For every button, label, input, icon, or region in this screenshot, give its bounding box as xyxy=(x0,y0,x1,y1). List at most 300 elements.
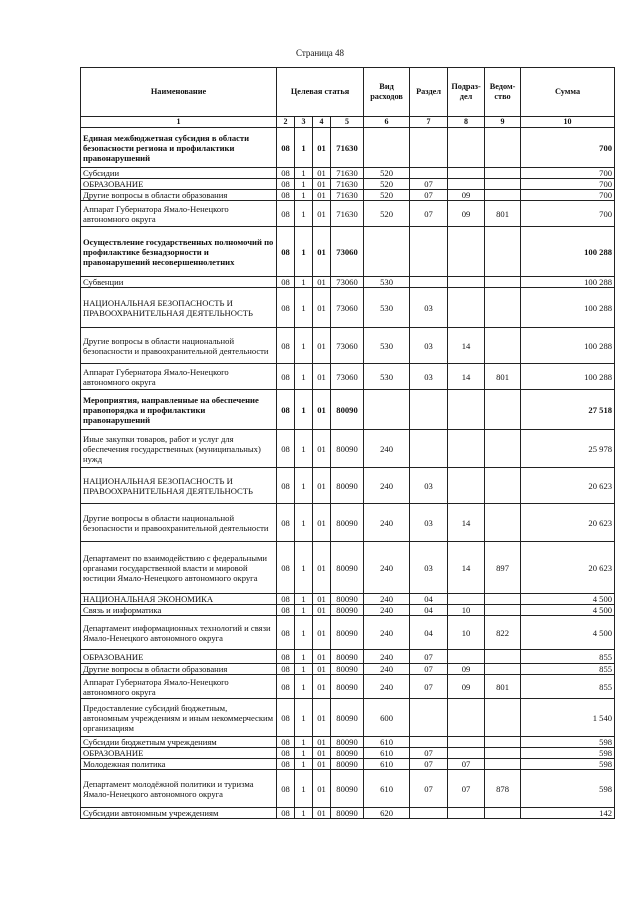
target-code-1: 08 xyxy=(277,759,295,770)
column-index: 2 xyxy=(277,117,295,128)
target-code-1: 08 xyxy=(277,616,295,650)
row-name: Субсидии xyxy=(81,168,277,179)
subsection-code xyxy=(448,699,485,737)
target-code-4: 80090 xyxy=(331,390,364,430)
row-name: Единая межбюджетная субсидия в области безопасности региона и профилактики правонарушений xyxy=(81,128,277,168)
subsection-code xyxy=(448,288,485,328)
department-code xyxy=(485,168,521,179)
row-name: НАЦИОНАЛЬНАЯ БЕЗОПАСНОСТЬ И ПРАВООХРАНИТЕЛЬНАЯ ДЕЯТЕЛЬНОСТЬ xyxy=(81,288,277,328)
expense-type: 240 xyxy=(364,542,410,594)
section-code: 07 xyxy=(410,770,448,808)
target-code-4: 80090 xyxy=(331,650,364,664)
department-code xyxy=(485,605,521,616)
expense-type: 620 xyxy=(364,808,410,819)
table-row xyxy=(81,390,615,430)
expense-type: 240 xyxy=(364,675,410,699)
subsection-code xyxy=(448,128,485,168)
target-code-2: 1 xyxy=(295,227,313,277)
row-name: ОБРАЗОВАНИЕ xyxy=(81,748,277,759)
target-code-4: 80090 xyxy=(331,468,364,504)
table-row xyxy=(81,364,615,390)
target-code-1: 08 xyxy=(277,128,295,168)
department-code xyxy=(485,748,521,759)
target-code-1: 08 xyxy=(277,430,295,468)
table-row xyxy=(81,179,615,190)
table-row xyxy=(81,328,615,364)
amount: 20 623 xyxy=(521,468,615,504)
table-row xyxy=(81,650,615,664)
header-razdel: Раздел xyxy=(410,68,448,117)
target-code-2: 1 xyxy=(295,605,313,616)
expense-type: 520 xyxy=(364,168,410,179)
target-code-4: 80090 xyxy=(331,699,364,737)
target-code-2: 1 xyxy=(295,759,313,770)
subsection-code xyxy=(448,277,485,288)
amount: 700 xyxy=(521,168,615,179)
section-code: 04 xyxy=(410,594,448,605)
expense-type: 520 xyxy=(364,190,410,201)
header-podrazdel: Подраз-дел xyxy=(448,68,485,117)
table-row xyxy=(81,594,615,605)
subsection-code xyxy=(448,808,485,819)
subsection-code xyxy=(448,430,485,468)
expense-type: 240 xyxy=(364,650,410,664)
amount: 4 500 xyxy=(521,594,615,605)
header-name: Наименование xyxy=(81,68,277,117)
department-code xyxy=(485,277,521,288)
department-code xyxy=(485,759,521,770)
target-code-1: 08 xyxy=(277,288,295,328)
column-index: 6 xyxy=(364,117,410,128)
target-code-3: 01 xyxy=(313,650,331,664)
target-code-1: 08 xyxy=(277,770,295,808)
subsection-code: 14 xyxy=(448,328,485,364)
target-code-1: 08 xyxy=(277,650,295,664)
target-code-4: 73060 xyxy=(331,288,364,328)
row-name: Иные закупки товаров, работ и услуг для обеспечения государственных (муниципальных) нужд xyxy=(81,430,277,468)
section-code: 04 xyxy=(410,616,448,650)
table-row xyxy=(81,542,615,594)
target-code-1: 08 xyxy=(277,390,295,430)
expense-type xyxy=(364,227,410,277)
column-index: 1 xyxy=(81,117,277,128)
expense-type: 530 xyxy=(364,288,410,328)
column-index: 3 xyxy=(295,117,313,128)
target-code-4: 80090 xyxy=(331,542,364,594)
row-name: Другие вопросы в области образования xyxy=(81,664,277,675)
expense-type: 240 xyxy=(364,594,410,605)
target-code-4: 80090 xyxy=(331,675,364,699)
subsection-code: 09 xyxy=(448,190,485,201)
row-name: Департамент молодёжной политики и туризма Ямало-Ненецкого автономного округа xyxy=(81,770,277,808)
table-row xyxy=(81,699,615,737)
page-number: Страница 48 xyxy=(295,48,345,58)
table-row xyxy=(81,288,615,328)
table-row xyxy=(81,504,615,542)
department-code: 801 xyxy=(485,201,521,227)
section-code xyxy=(410,168,448,179)
section-code xyxy=(410,128,448,168)
expense-type: 240 xyxy=(364,664,410,675)
target-code-2: 1 xyxy=(295,201,313,227)
target-code-3: 01 xyxy=(313,190,331,201)
section-code: 03 xyxy=(410,328,448,364)
subsection-code: 07 xyxy=(448,759,485,770)
amount: 100 288 xyxy=(521,227,615,277)
expense-type: 610 xyxy=(364,759,410,770)
row-name: НАЦИОНАЛЬНАЯ ЭКОНОМИКА xyxy=(81,594,277,605)
section-code xyxy=(410,737,448,748)
target-code-4: 73060 xyxy=(331,328,364,364)
table-row xyxy=(81,605,615,616)
department-code: 801 xyxy=(485,364,521,390)
row-name: Департамент информационных технологий и связи Ямало-Ненецкого автономного округа xyxy=(81,616,277,650)
section-code: 03 xyxy=(410,364,448,390)
table-row xyxy=(81,190,615,201)
row-name: ОБРАЗОВАНИЕ xyxy=(81,650,277,664)
table-row xyxy=(81,664,615,675)
target-code-2: 1 xyxy=(295,504,313,542)
section-code: 07 xyxy=(410,664,448,675)
target-code-2: 1 xyxy=(295,675,313,699)
expense-type: 610 xyxy=(364,770,410,808)
target-code-3: 01 xyxy=(313,594,331,605)
row-name: Субсидии автономным учреждениям xyxy=(81,808,277,819)
target-code-3: 01 xyxy=(313,430,331,468)
table-row xyxy=(81,737,615,748)
section-code xyxy=(410,227,448,277)
department-code xyxy=(485,430,521,468)
row-name: Молодежная политика xyxy=(81,759,277,770)
amount: 1 540 xyxy=(521,699,615,737)
target-code-2: 1 xyxy=(295,468,313,504)
target-code-3: 01 xyxy=(313,675,331,699)
header-vid: Вид расходов xyxy=(364,68,410,117)
section-code: 07 xyxy=(410,675,448,699)
target-code-2: 1 xyxy=(295,664,313,675)
target-code-2: 1 xyxy=(295,364,313,390)
amount: 4 500 xyxy=(521,605,615,616)
department-code: 878 xyxy=(485,770,521,808)
section-code: 04 xyxy=(410,605,448,616)
target-code-1: 08 xyxy=(277,699,295,737)
column-index-row xyxy=(81,117,615,128)
target-code-4: 71630 xyxy=(331,168,364,179)
target-code-3: 01 xyxy=(313,364,331,390)
department-code xyxy=(485,227,521,277)
target-code-4: 71630 xyxy=(331,190,364,201)
department-code xyxy=(485,128,521,168)
row-name: Другие вопросы в области национальной безопасности и правоохранительной деятельности xyxy=(81,328,277,364)
section-code: 03 xyxy=(410,468,448,504)
subsection-code xyxy=(448,650,485,664)
expense-type: 600 xyxy=(364,699,410,737)
department-code xyxy=(485,390,521,430)
target-code-3: 01 xyxy=(313,737,331,748)
amount: 20 623 xyxy=(521,542,615,594)
target-code-1: 08 xyxy=(277,277,295,288)
table-row xyxy=(81,201,615,227)
target-code-1: 08 xyxy=(277,190,295,201)
target-code-2: 1 xyxy=(295,650,313,664)
target-code-2: 1 xyxy=(295,748,313,759)
target-code-4: 73060 xyxy=(331,364,364,390)
target-code-3: 01 xyxy=(313,504,331,542)
subsection-code xyxy=(448,390,485,430)
target-code-2: 1 xyxy=(295,328,313,364)
target-code-3: 01 xyxy=(313,328,331,364)
subsection-code xyxy=(448,748,485,759)
target-code-4: 80090 xyxy=(331,737,364,748)
target-code-3: 01 xyxy=(313,128,331,168)
department-code xyxy=(485,699,521,737)
target-code-4: 80090 xyxy=(331,605,364,616)
row-name: ОБРАЗОВАНИЕ xyxy=(81,179,277,190)
target-code-1: 08 xyxy=(277,675,295,699)
target-code-4: 80090 xyxy=(331,430,364,468)
expense-type: 240 xyxy=(364,504,410,542)
target-code-2: 1 xyxy=(295,128,313,168)
row-name: Связь и информатика xyxy=(81,605,277,616)
target-code-4: 71630 xyxy=(331,128,364,168)
subsection-code: 10 xyxy=(448,605,485,616)
section-code: 07 xyxy=(410,190,448,201)
target-code-2: 1 xyxy=(295,430,313,468)
amount: 142 xyxy=(521,808,615,819)
table-row xyxy=(81,430,615,468)
target-code-2: 1 xyxy=(295,390,313,430)
section-code: 07 xyxy=(410,759,448,770)
table-row xyxy=(81,128,615,168)
target-code-1: 08 xyxy=(277,168,295,179)
department-code xyxy=(485,190,521,201)
amount: 598 xyxy=(521,748,615,759)
target-code-3: 01 xyxy=(313,542,331,594)
target-code-2: 1 xyxy=(295,770,313,808)
department-code xyxy=(485,179,521,190)
expense-type xyxy=(364,128,410,168)
expense-type: 530 xyxy=(364,328,410,364)
target-code-4: 80090 xyxy=(331,770,364,808)
row-name: Другие вопросы в области образования xyxy=(81,190,277,201)
table-row xyxy=(81,616,615,650)
target-code-4: 80090 xyxy=(331,664,364,675)
subsection-code: 14 xyxy=(448,504,485,542)
subsection-code: 14 xyxy=(448,364,485,390)
subsection-code xyxy=(448,179,485,190)
target-code-3: 01 xyxy=(313,759,331,770)
target-code-2: 1 xyxy=(295,288,313,328)
amount: 855 xyxy=(521,664,615,675)
amount: 855 xyxy=(521,675,615,699)
section-code: 07 xyxy=(410,179,448,190)
department-code xyxy=(485,650,521,664)
target-code-1: 08 xyxy=(277,328,295,364)
table-row xyxy=(81,468,615,504)
subsection-code: 10 xyxy=(448,616,485,650)
budget-table xyxy=(80,67,615,819)
target-code-1: 08 xyxy=(277,594,295,605)
target-code-1: 08 xyxy=(277,748,295,759)
amount: 100 288 xyxy=(521,277,615,288)
department-code: 801 xyxy=(485,675,521,699)
subsection-code: 09 xyxy=(448,664,485,675)
target-code-1: 08 xyxy=(277,179,295,190)
expense-type: 240 xyxy=(364,468,410,504)
target-code-4: 80090 xyxy=(331,808,364,819)
row-name: Аппарат Губернатора Ямало-Ненецкого автономного округа xyxy=(81,675,277,699)
target-code-4: 80090 xyxy=(331,594,364,605)
target-code-3: 01 xyxy=(313,227,331,277)
amount: 700 xyxy=(521,201,615,227)
expense-type: 240 xyxy=(364,605,410,616)
table-row xyxy=(81,227,615,277)
expense-type: 240 xyxy=(364,616,410,650)
subsection-code: 07 xyxy=(448,770,485,808)
subsection-code xyxy=(448,594,485,605)
amount: 598 xyxy=(521,737,615,748)
row-name: Субвенции xyxy=(81,277,277,288)
section-code xyxy=(410,277,448,288)
section-code xyxy=(410,699,448,737)
section-code: 07 xyxy=(410,201,448,227)
target-code-3: 01 xyxy=(313,770,331,808)
column-index: 4 xyxy=(313,117,331,128)
column-index: 7 xyxy=(410,117,448,128)
department-code xyxy=(485,664,521,675)
target-code-1: 08 xyxy=(277,605,295,616)
target-code-4: 73060 xyxy=(331,277,364,288)
table-row xyxy=(81,277,615,288)
target-code-2: 1 xyxy=(295,737,313,748)
header-row xyxy=(81,68,615,117)
amount: 700 xyxy=(521,128,615,168)
row-name: Аппарат Губернатора Ямало-Ненецкого автономного округа xyxy=(81,364,277,390)
amount: 27 518 xyxy=(521,390,615,430)
subsection-code xyxy=(448,737,485,748)
section-code xyxy=(410,808,448,819)
target-code-4: 80090 xyxy=(331,616,364,650)
section-code: 03 xyxy=(410,504,448,542)
row-name: Предоставление субсидий бюджетным, автономным учреждениям и иным некоммерческим организациям xyxy=(81,699,277,737)
row-name: Аппарат Губернатора Ямало-Ненецкого автономного округа xyxy=(81,201,277,227)
subsection-code xyxy=(448,168,485,179)
column-index: 5 xyxy=(331,117,364,128)
section-code xyxy=(410,430,448,468)
target-code-3: 01 xyxy=(313,468,331,504)
table-row xyxy=(81,770,615,808)
target-code-2: 1 xyxy=(295,594,313,605)
target-code-2: 1 xyxy=(295,277,313,288)
target-code-3: 01 xyxy=(313,664,331,675)
amount: 100 288 xyxy=(521,364,615,390)
target-code-2: 1 xyxy=(295,808,313,819)
section-code xyxy=(410,390,448,430)
table-row xyxy=(81,675,615,699)
amount: 100 288 xyxy=(521,328,615,364)
subsection-code: 14 xyxy=(448,542,485,594)
target-code-4: 71630 xyxy=(331,201,364,227)
expense-type: 520 xyxy=(364,201,410,227)
target-code-4: 73060 xyxy=(331,227,364,277)
subsection-code xyxy=(448,227,485,277)
expense-type: 610 xyxy=(364,748,410,759)
row-name: Субсидии бюджетным учреждениям xyxy=(81,737,277,748)
target-code-2: 1 xyxy=(295,699,313,737)
target-code-2: 1 xyxy=(295,616,313,650)
subsection-code xyxy=(448,468,485,504)
row-name: Мероприятия, направленные на обеспечение правопорядка и профилактики правонарушений xyxy=(81,390,277,430)
department-code xyxy=(485,504,521,542)
target-code-1: 08 xyxy=(277,364,295,390)
section-code: 03 xyxy=(410,288,448,328)
target-code-4: 71630 xyxy=(331,179,364,190)
subsection-code: 09 xyxy=(448,675,485,699)
department-code xyxy=(485,328,521,364)
target-code-3: 01 xyxy=(313,277,331,288)
header-vedomstvo: Ведом-ство xyxy=(485,68,521,117)
target-code-3: 01 xyxy=(313,808,331,819)
target-code-3: 01 xyxy=(313,748,331,759)
target-code-3: 01 xyxy=(313,288,331,328)
target-code-2: 1 xyxy=(295,179,313,190)
amount: 598 xyxy=(521,759,615,770)
target-code-1: 08 xyxy=(277,504,295,542)
department-code xyxy=(485,468,521,504)
department-code xyxy=(485,737,521,748)
department-code xyxy=(485,594,521,605)
target-code-4: 80090 xyxy=(331,759,364,770)
table-body xyxy=(81,128,615,819)
target-code-4: 80090 xyxy=(331,748,364,759)
column-index: 8 xyxy=(448,117,485,128)
row-name: Департамент по взаимодействию с федеральными органами государственной власти и мировой юстиции Ямало-Ненецкого автономного округа xyxy=(81,542,277,594)
target-code-4: 80090 xyxy=(331,504,364,542)
subsection-code: 09 xyxy=(448,201,485,227)
row-name: Другие вопросы в области национальной безопасности и правоохранительной деятельности xyxy=(81,504,277,542)
target-code-1: 08 xyxy=(277,542,295,594)
target-code-1: 08 xyxy=(277,201,295,227)
target-code-2: 1 xyxy=(295,168,313,179)
amount: 4 500 xyxy=(521,616,615,650)
target-code-2: 1 xyxy=(295,190,313,201)
target-code-3: 01 xyxy=(313,605,331,616)
section-code: 03 xyxy=(410,542,448,594)
target-code-3: 01 xyxy=(313,616,331,650)
amount: 700 xyxy=(521,190,615,201)
column-index: 9 xyxy=(485,117,521,128)
table-row xyxy=(81,748,615,759)
target-code-1: 08 xyxy=(277,468,295,504)
expense-type: 240 xyxy=(364,430,410,468)
expense-type: 610 xyxy=(364,737,410,748)
header-summa: Сумма xyxy=(521,68,615,117)
table-row xyxy=(81,168,615,179)
target-code-3: 01 xyxy=(313,201,331,227)
expense-type: 530 xyxy=(364,277,410,288)
amount: 598 xyxy=(521,770,615,808)
amount: 855 xyxy=(521,650,615,664)
target-code-3: 01 xyxy=(313,168,331,179)
target-code-3: 01 xyxy=(313,699,331,737)
expense-type: 530 xyxy=(364,364,410,390)
amount: 20 623 xyxy=(521,504,615,542)
target-code-1: 08 xyxy=(277,737,295,748)
header-target: Целевая статья xyxy=(277,68,364,117)
amount: 25 978 xyxy=(521,430,615,468)
expense-type xyxy=(364,390,410,430)
expense-type: 520 xyxy=(364,179,410,190)
